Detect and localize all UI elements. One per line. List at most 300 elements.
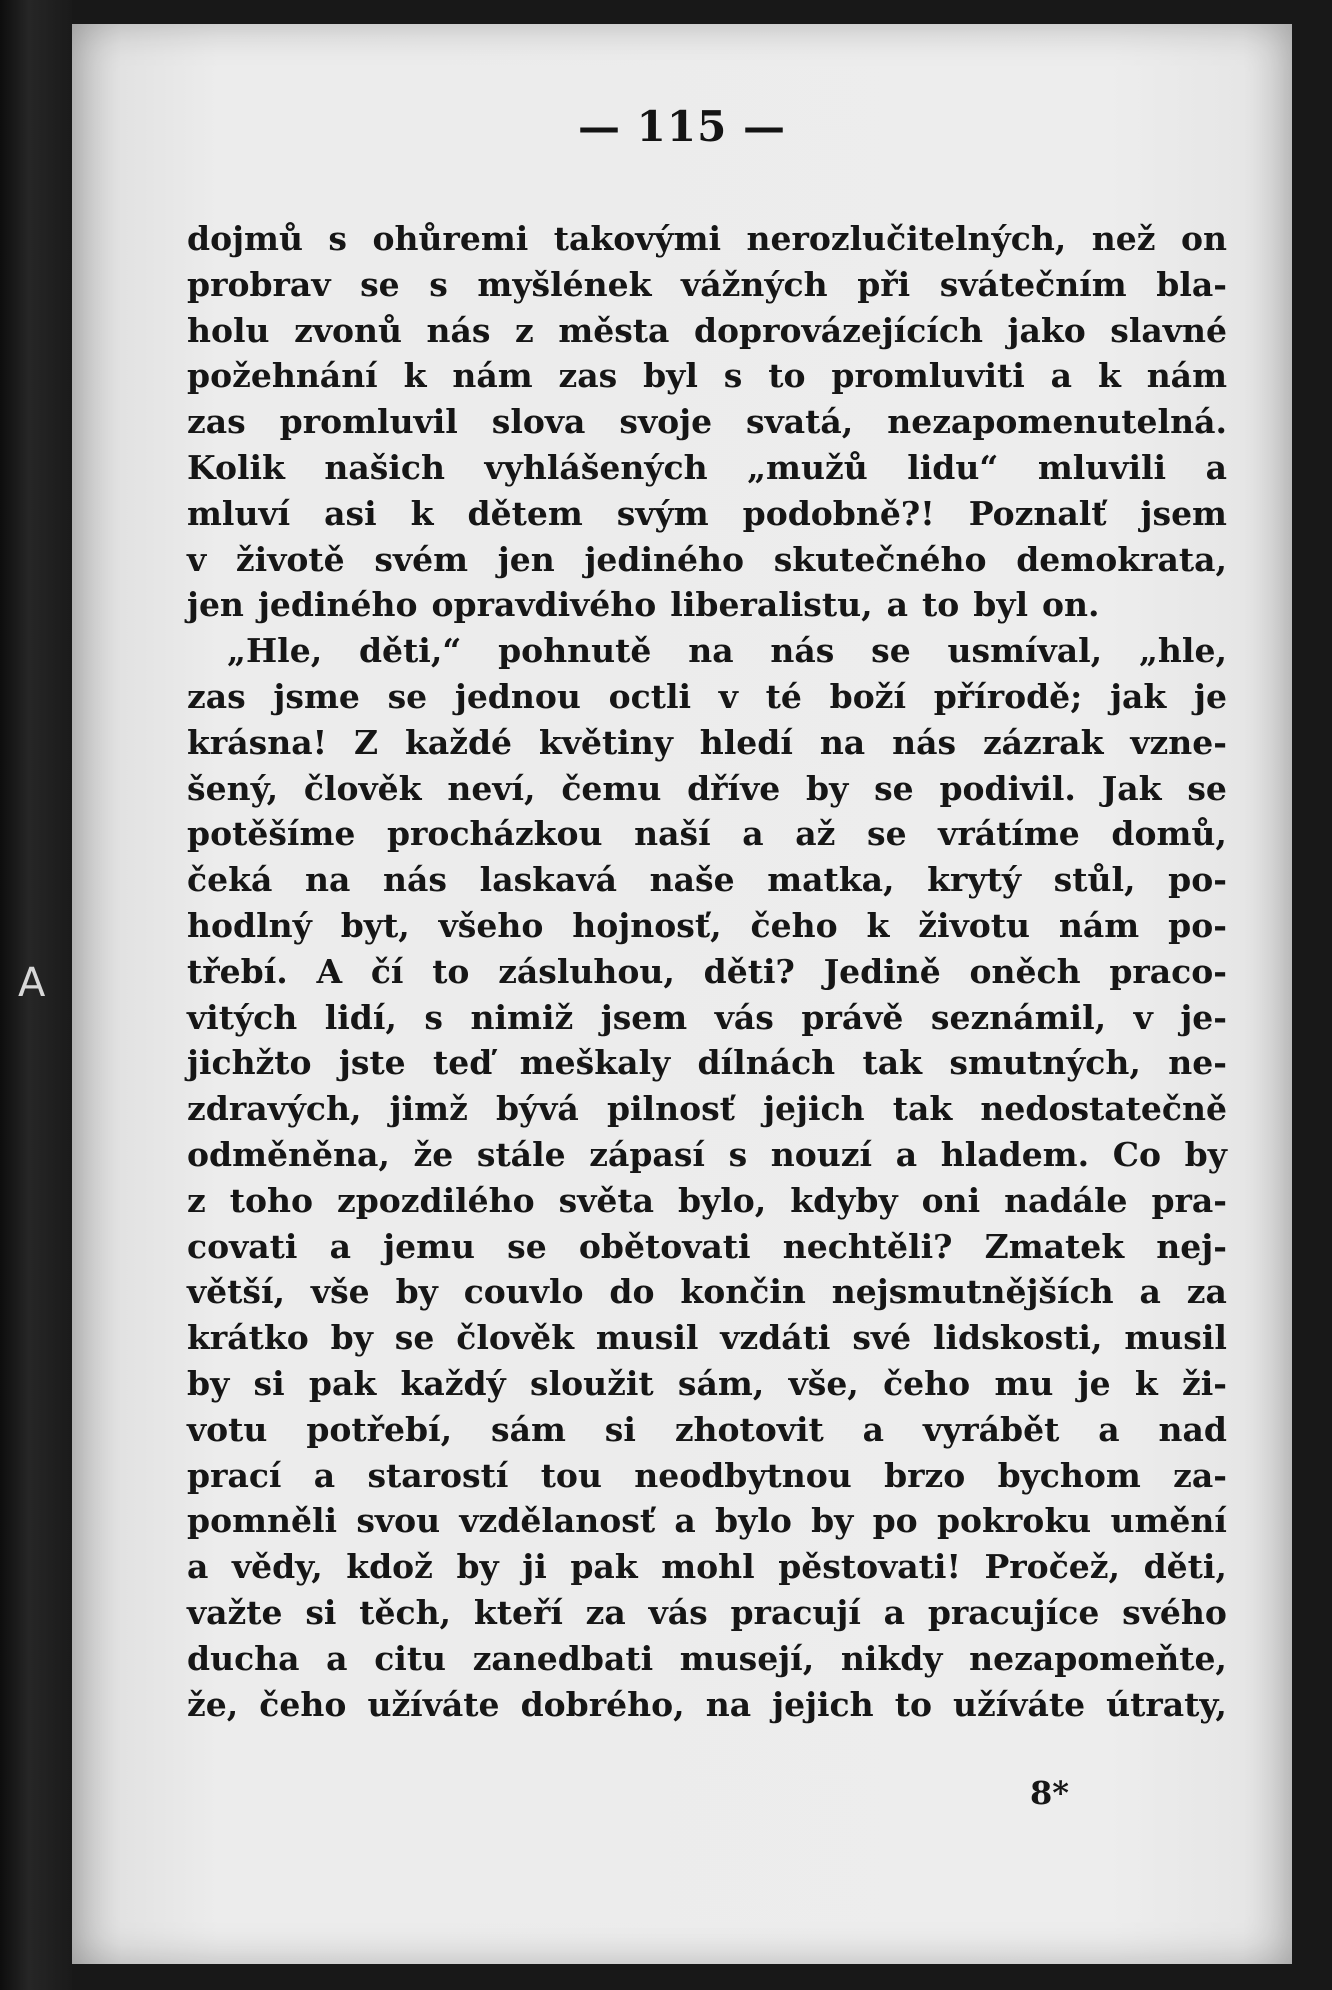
text-word: přírodě; [933,676,1083,716]
text-word: covati [187,1226,298,1266]
text-word: za- [1173,1455,1227,1495]
text-word: Jedině [823,951,941,991]
text-line [187,674,1227,720]
text-word: odměněna, [187,1134,390,1174]
text-word: si [604,1409,636,1449]
text-word: nezapomenutelná. [887,402,1227,442]
text-word: Co [1112,1134,1161,1174]
text-word: nad [1158,1409,1227,1449]
text-word: svého [1122,1592,1227,1632]
text-word: zápasí [589,1134,705,1174]
text-word: děti,“ [358,631,462,671]
text-word: si [253,1363,285,1403]
text-word: bylo [715,1501,792,1541]
text-word: nechtěli? [782,1226,953,1266]
text-word: sloužit [530,1363,654,1403]
text-word: třebí. [187,951,288,991]
text-line [187,1315,1227,1361]
text-word: a [1098,1409,1120,1449]
text-word: své [852,1318,912,1358]
text-word: útraty, [1106,1684,1227,1724]
text-word: jsme [273,676,360,716]
text-word: by [395,1272,438,1312]
text-word: stůl, [1053,860,1136,900]
text-word: važte [187,1592,283,1632]
text-word: to [768,356,806,396]
text-word: na [705,1684,752,1724]
text-word: on. [1042,585,1100,625]
text-word: a [886,585,908,625]
text-word: vyrábět [922,1409,1060,1449]
text-word: musejí, [679,1638,815,1678]
text-word: toho [229,1180,313,1220]
text-word: je- [1180,997,1227,1037]
text-word: ohůremi [372,219,529,258]
text-word: dětem [467,493,583,533]
text-word: potěšíme [187,814,356,854]
text-word: končin [680,1272,806,1312]
text-word: užíváte [953,1684,1086,1724]
text-word: by [1184,1134,1227,1174]
text-line [187,766,1227,812]
text-word: vzne- [1130,722,1227,762]
text-word: naše [649,860,735,900]
text-word: vyhlášených [484,447,708,487]
text-word: a [326,1638,348,1678]
text-word: nedostatečně [980,1089,1227,1129]
text-word: k [1097,356,1121,396]
text-word: „hle, [1138,631,1227,671]
text-word: nám [452,356,533,396]
text-word: do [609,1272,655,1312]
text-word: při [857,264,911,304]
text-word: že, [187,1684,239,1724]
text-line [187,1040,1227,1086]
text-word: jimž [389,1089,468,1129]
text-word: člověk [303,768,422,808]
text-word: on [1180,219,1227,258]
text-word: A [316,951,343,991]
text-word: zvonů [294,310,402,350]
text-word: je [1194,676,1227,716]
text-word: pěstovati! [778,1547,961,1587]
text-word: se [871,631,911,671]
text-word: každé [404,722,513,762]
text-word: ži- [1181,1363,1227,1403]
text-line [187,491,1227,537]
text-word: po- [1168,860,1227,900]
text-word: člověk [456,1318,574,1358]
text-word: té [765,676,802,716]
text-word: s [728,1134,748,1174]
text-word: matka, [767,860,895,900]
text-line [187,353,1227,399]
text-line [187,1453,1227,1499]
text-word: hladem. [940,1134,1090,1174]
text-word: Jak [1101,768,1162,808]
text-word: procházkou [386,814,603,854]
text-word: životě [235,539,345,579]
text-word: podivil. [939,768,1076,808]
text-word: na [688,631,734,671]
text-word: čí [370,951,404,991]
text-word: by [806,768,849,808]
text-word: smutných, [949,1043,1141,1083]
text-word: zhotovit [674,1409,824,1449]
text-line [187,537,1227,583]
text-word: se [394,1318,435,1358]
text-word: myšlének [477,264,652,304]
text-word: nerozlučitelných, [746,219,1067,258]
text-word: dojmů [187,219,303,258]
text-word: ne- [1168,1043,1227,1083]
text-word: se [866,814,907,854]
text-word: Zmatek [984,1226,1125,1266]
text-line [187,445,1227,491]
text-word: demokrata, [1016,539,1227,579]
text-word: až [795,814,836,854]
text-word: v [718,676,738,716]
text-word: a [1205,447,1227,487]
text-word: Pročež, [984,1547,1121,1587]
text-word: pak [308,1363,377,1403]
text-word: „mužů [747,447,868,487]
text-word: všeho [438,905,544,945]
text-word: nám [1058,905,1140,945]
text-line [187,1682,1227,1728]
text-word: větší, [187,1272,286,1312]
text-word: musil [595,1318,699,1358]
text-word: jsem [600,997,688,1037]
text-word: z [187,1180,206,1220]
text-word: s [429,264,448,304]
text-word: usmíval, [947,631,1103,671]
text-word: „Hle, [227,631,323,671]
text-word: starostí [367,1455,509,1495]
text-word: Poznalť [968,493,1107,533]
text-word: Kolik [187,447,285,487]
text-word: vědy, [231,1547,323,1587]
text-word: nás [426,310,491,350]
text-word: nadále [1004,1180,1128,1220]
text-word: pracujíce [927,1592,1100,1632]
text-word: jejich [772,1684,874,1724]
text-word: prací [187,1455,282,1495]
text-word: pokroku [936,1501,1092,1541]
text-word: a [1050,356,1073,396]
text-word: slavné [1110,310,1227,350]
text-word: jemu [383,1226,476,1266]
text-word: jejich [763,1089,865,1129]
text-word: to [921,585,960,625]
text-word: svoje [619,402,713,442]
text-word: by [811,1501,854,1541]
text-word: praco- [1109,951,1227,991]
text-line [187,1269,1227,1315]
text-word: jediného [257,585,418,625]
text-line [187,1132,1227,1178]
text-word: že [413,1134,454,1174]
text-line [187,857,1227,903]
text-word: svém [374,539,469,579]
text-word: právě [801,997,904,1037]
text-word: bychom [997,1455,1141,1495]
text-word: se [387,676,428,716]
text-word: sám, [677,1363,765,1403]
text-word: mu [994,1363,1054,1403]
text-word: užíváte [367,1684,500,1724]
text-word: města [558,310,670,350]
text-word: citu [374,1638,447,1678]
text-word: kdož [346,1547,433,1587]
text-word: čeká [187,860,273,900]
text-word: neodbytnou [634,1455,852,1495]
text-word: lidskosti, [932,1318,1103,1358]
text-word: vše, [788,1363,859,1403]
text-word: boží [829,676,906,716]
text-line [187,720,1227,766]
text-word: těch, [359,1592,452,1632]
text-word: zdravých, [187,1089,362,1129]
text-word: se [507,1226,547,1266]
text-word: couvlo [463,1272,584,1312]
text-word: hojnosť, [572,905,722,945]
text-word: nás [892,722,957,762]
text-word: mohl [661,1547,755,1587]
text-word: mluvili [1037,447,1167,487]
text-word: domů, [1111,814,1227,854]
text-word: vrátíme [938,814,1080,854]
text-word: k [866,905,890,945]
text-word: svatá, [746,402,854,442]
text-word: jak [1110,676,1167,716]
text-word: jen [497,539,555,579]
text-word: k [1134,1363,1158,1403]
text-word: vás [648,1592,708,1632]
text-word: po [872,1501,918,1541]
text-word: svou [356,1501,441,1541]
text-word: požehnání [187,356,378,396]
text-word: čeho [883,1363,971,1403]
text-word: a [862,1409,885,1449]
page-number: — 115 — [578,102,786,151]
text-word: hledí [699,722,793,762]
text-word: stále [476,1134,566,1174]
text-word: to [432,951,470,991]
text-word: světa [558,1180,655,1220]
text-word: nás [770,631,835,671]
text-word: tak [862,1043,923,1083]
text-word: děti? [703,951,795,991]
text-word: jako [1007,310,1086,350]
text-word: a [674,1501,696,1541]
text-word: než [1091,219,1156,258]
text-word: holu [187,310,270,350]
text-word: krátko [187,1318,309,1358]
text-word: ducha [187,1638,300,1678]
text-word: to [894,1684,932,1724]
text-word: vzdělanosť [459,1501,656,1541]
text-word: probrav [187,264,331,304]
text-word: by [330,1318,373,1358]
text-word: k [403,356,427,396]
text-word: skutečného [773,539,987,579]
text-word: promluviti [831,356,1025,396]
text-word: pak [570,1547,638,1587]
text-word: nouzí [770,1134,873,1174]
text-word: kdyby [790,1180,898,1220]
text-line [187,1636,1227,1682]
text-line [187,582,1227,628]
text-word: hodlný [187,905,312,945]
text-word: byl [973,585,1029,625]
text-word: svým [616,493,709,533]
text-word: sám [491,1409,566,1449]
text-word: zázrak [982,722,1104,762]
text-word: a [742,814,764,854]
text-word: si [305,1592,337,1632]
text-line [187,1086,1227,1132]
text-word: a [187,1547,209,1587]
text-word: pomněli [187,1501,338,1541]
text-word: nám [1146,356,1227,396]
text-word: čemu [561,768,662,808]
text-word: asi [324,493,377,533]
text-word: promluvil [279,402,458,442]
text-line [187,628,1227,674]
text-word: životu [918,905,1030,945]
text-word: pohnutě [498,631,652,671]
text-word: je [1077,1363,1111,1403]
text-word: lidí, [324,997,397,1037]
text-word: zpozdilého [336,1180,535,1220]
text-word: na [819,722,866,762]
text-word: s [723,356,743,396]
text-word: seznámil, [930,997,1107,1037]
text-word: po- [1168,905,1227,945]
book-page [72,24,1292,1964]
text-word: naší [634,814,711,854]
text-word: dílnách [697,1043,836,1083]
text-line [187,903,1227,949]
text-word: dříve [687,768,781,808]
text-word: nejsmutnějších [831,1272,1114,1312]
text-word: zásluhou, [498,951,675,991]
text-word: by [187,1363,230,1403]
text-word: zas [187,676,246,716]
text-word: se [360,264,400,304]
text-word: se [874,768,914,808]
text-word: bla- [1156,264,1227,304]
text-word: tou [540,1455,602,1495]
text-word: brzo [884,1455,966,1495]
text-word: vážných [681,264,828,304]
text-line [187,399,1227,445]
body-text [187,216,1227,1727]
text-line [187,1544,1227,1590]
text-line [187,995,1227,1041]
text-word: ji [522,1547,547,1587]
text-word: jen [187,585,244,625]
text-word: a [895,1134,918,1174]
text-line [187,949,1227,995]
text-line [187,1498,1227,1544]
text-word: nej- [1156,1226,1227,1266]
text-word: nezapomeňte, [969,1638,1227,1678]
text-line [187,1590,1227,1636]
text-word: octli [608,676,692,716]
text-word: za [585,1592,626,1632]
text-word: jsem [1140,493,1227,533]
text-word: jste [338,1043,406,1083]
text-word: oněch [969,951,1081,991]
text-word: nikdy [840,1638,943,1678]
text-word: laskavá [479,860,617,900]
text-word: potřebí, [306,1409,453,1449]
text-word: lidu“ [907,447,999,487]
text-word: a [1139,1272,1161,1312]
text-word: a [313,1455,336,1495]
text-word: vzdáti [720,1318,831,1358]
text-word: vitých [187,997,298,1037]
text-word: dobrého, [520,1684,685,1724]
text-word: meškaly [519,1043,671,1083]
text-line [187,262,1227,308]
text-word: krytý [927,860,1022,900]
text-word: krásna! [187,722,328,762]
text-line [187,1178,1227,1224]
text-word: byl [643,356,698,396]
text-word: zanedbati [472,1638,654,1678]
text-word: nás [383,860,447,900]
signature-mark: 8* [1030,1774,1069,1812]
text-line [187,308,1227,354]
text-word: slova [491,402,586,442]
text-word: takovými [553,219,722,258]
text-word: svátečním [939,264,1127,304]
text-word: doprovázejících [693,310,984,350]
text-word: podobně?! [742,493,935,533]
text-word: votu [187,1409,268,1449]
text-word: s [424,997,444,1037]
text-word: vše [310,1272,370,1312]
text-word: kteří [473,1592,563,1632]
text-word: a [329,1226,351,1266]
text-word: teď [433,1043,493,1083]
text-word: na [305,860,351,900]
text-word: z [515,310,534,350]
text-word: v [187,539,207,579]
text-word: s [328,219,347,258]
text-word: pra- [1151,1180,1227,1220]
text-word: obětovati [578,1226,751,1266]
text-word: vás [714,997,774,1037]
text-word: neví, [447,768,536,808]
text-word: čeho [750,905,838,945]
text-word: za [1186,1272,1227,1312]
text-word: by [456,1547,499,1587]
text-word: každý [400,1363,506,1403]
text-line [187,216,1227,262]
text-word: květiny [538,722,673,762]
text-word: v [1133,997,1153,1037]
text-word: zas [187,402,246,442]
text-word: liberalistu, [670,585,873,625]
text-word: pracují [730,1592,861,1632]
text-word: pilnosť [606,1089,735,1129]
text-word: bývá [495,1089,579,1129]
text-line [187,811,1227,857]
